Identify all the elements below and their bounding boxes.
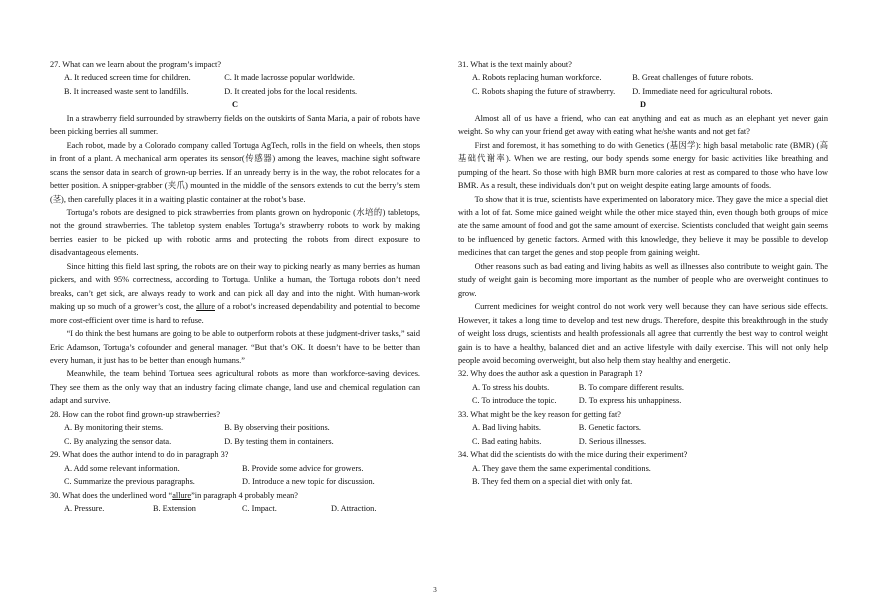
q31-option-d: D. Immediate need for agricultural robots. <box>632 86 773 96</box>
q30-options <box>50 502 420 515</box>
q33-option-c: C. Bad eating habits. <box>472 436 542 446</box>
q28-option-d: D. By testing them in containers. <box>224 436 334 446</box>
q33-option-d: D. Serious illnesses. <box>578 436 647 446</box>
q31-option-b: B. Great challenges of future robots. <box>632 73 754 83</box>
passage-c-para-6: Meanwhile, the team behind Tortuea sees agricultural robots as more than workforce-saving devices. They see them as the only way that an industry facing climate change, land use and chemical regulation can adapt and survive. <box>50 369 420 406</box>
q32-stem: 32. Why does the author ask a question in Paragraph 1? <box>458 369 643 379</box>
q27-option-b: B. It increased waste sent to landfills. <box>64 86 189 96</box>
q32-options <box>458 381 828 408</box>
page-number: 3 <box>433 586 437 594</box>
q30-option-a: A. Pressure. <box>64 503 105 513</box>
passage-c-label: C <box>232 100 238 110</box>
q32-option-c: C. To introduce the topic. <box>472 396 557 406</box>
q29-option-d: D. Introduce a new topic for discussion. <box>242 477 375 487</box>
q33-option-a: A. Bad living habits. <box>472 423 541 433</box>
q29-option-c: C. Summarize the previous paragraphs. <box>64 477 195 487</box>
q30-stem-word: allure <box>172 490 192 500</box>
passage-c-para-5: “I do think the best humans are going to be able to outperform robots at these judgment-driver tasks,” said Eric Adamson, Tortuga’s cofounder and general manager. “But that’s OK. It doesn’t have to be better than every human, it just has to be better than enough humans.” <box>50 329 420 365</box>
passage-c-para-4 <box>50 260 420 327</box>
q29-option-a: A. Add some relevant information. <box>64 463 180 473</box>
q33-stem: 33. What might be the key reason for getting fat? <box>458 409 621 419</box>
q34-options <box>458 462 828 489</box>
q27-stem: 27. What can we learn about the program’s impact? <box>50 60 222 69</box>
q31-option-c: C. Robots shaping the future of strawberry. <box>472 86 616 96</box>
q34-stem: 34. What did the scientists do with the mice during their experiment? <box>458 450 688 460</box>
q32-option-a: A. To stress his doubts. <box>472 382 550 392</box>
q27-option-c: C. It made lacrosse popular worldwide. <box>224 73 355 83</box>
q29-options <box>50 462 420 489</box>
passage-d-label: D <box>640 100 646 110</box>
q28-stem: 28. How can the robot find grown-up strawberries? <box>50 409 221 419</box>
q30-stem-before: 30. What does the underlined word “ <box>50 490 173 500</box>
q30-stem <box>50 489 420 502</box>
q29-stem: 29. What does the author intend to do in paragraph 3? <box>50 450 229 460</box>
passage-c-para-2: Each robot, made by a Colorado company called Tortuga AgTech, rolls in the field on wheels, then stops in front of a plant. A mechanical arm operates its sensor(传感器) among the leaves, machine sight software scans the sensor data in search of grown-up berries. If an unready berry is in the way, the robot relocates for a better position. A snipper-grabber (夹爪) mounted in the middle of the sensors extends to cut the berry’s stem (茎), then carefully places it in a waiting plastic container at the robot’s base. <box>50 140 420 204</box>
passage-d-para-5: Current medicines for weight control do not work very well because they can have serious side effects. However, it takes a long time to develop and test new drugs. Therefore, despite this breakthrough in the study of weight loss drugs, scientists and health professionals all agree that currently the best way to control weight gain is to have a healthy, balanced diet and an active lifestyle with daily exercise. This will not only help people avoid becoming overweight, but also help them stay healthy and energetic. <box>458 302 828 365</box>
q29-option-b: B. Provide some advice for growers. <box>242 463 364 473</box>
q27-options <box>50 71 420 98</box>
passage-d-para-2: First and foremost, it has something to do with Genetics (基因学): high basal metabolic rate (BMR) (高基础代谢率). When we are resting, our body spends some energy for basic activities like breathing and pumping of the heart. So those with high BMR burn more calories at rest as compared to those who have low BMR. As a result, these individuals don’t put on weight despite eating large amounts of foods. <box>458 140 828 191</box>
q34-option-b: B. They fed them on a special diet with only fat. <box>472 477 633 487</box>
q32-option-d: D. To express his unhappiness. <box>578 396 682 406</box>
passage-c-para-3: Tortuga’s robots are designed to pick strawberries from plants grown on hydroponic (水培的) tabletops, not the ground strawberries. The tabletop system enables Tortuga’s strawberry robots to work by making berries easier to be picked up with robotic arms and protecting the robots from direct exposure to disadvantageous elements. <box>50 207 420 258</box>
q32-option-b: B. To compare different results. <box>578 382 684 392</box>
q28-option-b: B. By observing their positions. <box>224 423 330 433</box>
q30-stem-after: ”in paragraph 4 probably mean? <box>191 490 298 500</box>
q31-option-a: A. Robots replacing human workforce. <box>472 73 602 83</box>
left-column <box>50 58 420 515</box>
q27-option-d: D. It created jobs for the local residents. <box>224 86 358 96</box>
passage-d-para-3: To show that it is true, scientists have experimented on laboratory mice. They gave the mice a special diet with a lot of fat. Some mice gained weight while the other mice stayed thin, even though both groups of mice ate the same amount of food and got the same amount of exercise. Scientists concluded that weight gain seems to be influenced by genetic factors. Armed with this knowledge, they believe it may be possible to develop medicines that can target the genes and stop people from gaining weight. <box>458 194 828 258</box>
q34-option-a: A. They gave them the same experimental conditions. <box>472 463 651 473</box>
q28-option-c: C. By analyzing the sensor data. <box>64 436 172 446</box>
q28-option-a: A. By monitoring their stems. <box>64 423 164 433</box>
q27-option-a: A. It reduced screen time for children. <box>64 73 191 83</box>
q33-options <box>458 421 828 448</box>
passage-d-para-1: Almost all of us have a friend, who can eat anything and eat as much as an elephant yet never gain weight. So why can your friend get away with eating what he/she wants and not get fat? <box>458 113 828 137</box>
para4-before: Since hitting this field last spring, the robots are on their way to picking nearly as many berries as human pickers, and with 95% correctness, according to Tortuga. Unlike a human, the Tortuga robots don’t need breaks, can’t get sick, are always ready to work and can pick all day and into the night. With human-work making up so much of a grower’s cost, the <box>50 261 420 312</box>
passage-d-para-4: Other reasons such as bad eating and living habits as well as illnesses also contribute to weight gain. The study of weight gain is becoming more important as the number of people who are overweight continues to grow. <box>458 261 828 298</box>
q31-stem: 31. What is the text mainly about? <box>458 60 572 69</box>
q31-options <box>458 71 828 98</box>
para4-after: of a robot’s increased dependability and potential to become more cost-efficient over time is hard to refuse. <box>50 302 420 325</box>
q33-option-b: B. Genetic factors. <box>578 423 641 433</box>
q30-option-c: C. Impact. <box>242 503 277 513</box>
q28-options <box>50 421 420 448</box>
q30-option-d: D. Attraction. <box>331 503 377 513</box>
underlined-word-allure: allure <box>196 302 215 312</box>
right-column <box>458 58 828 489</box>
passage-c-para-1: In a strawberry field surrounded by strawberry fields on the outskirts of Santa Maria, a pair of robots have been picking berries all summer. <box>50 113 420 137</box>
q30-option-b: B. Extension <box>153 503 196 513</box>
